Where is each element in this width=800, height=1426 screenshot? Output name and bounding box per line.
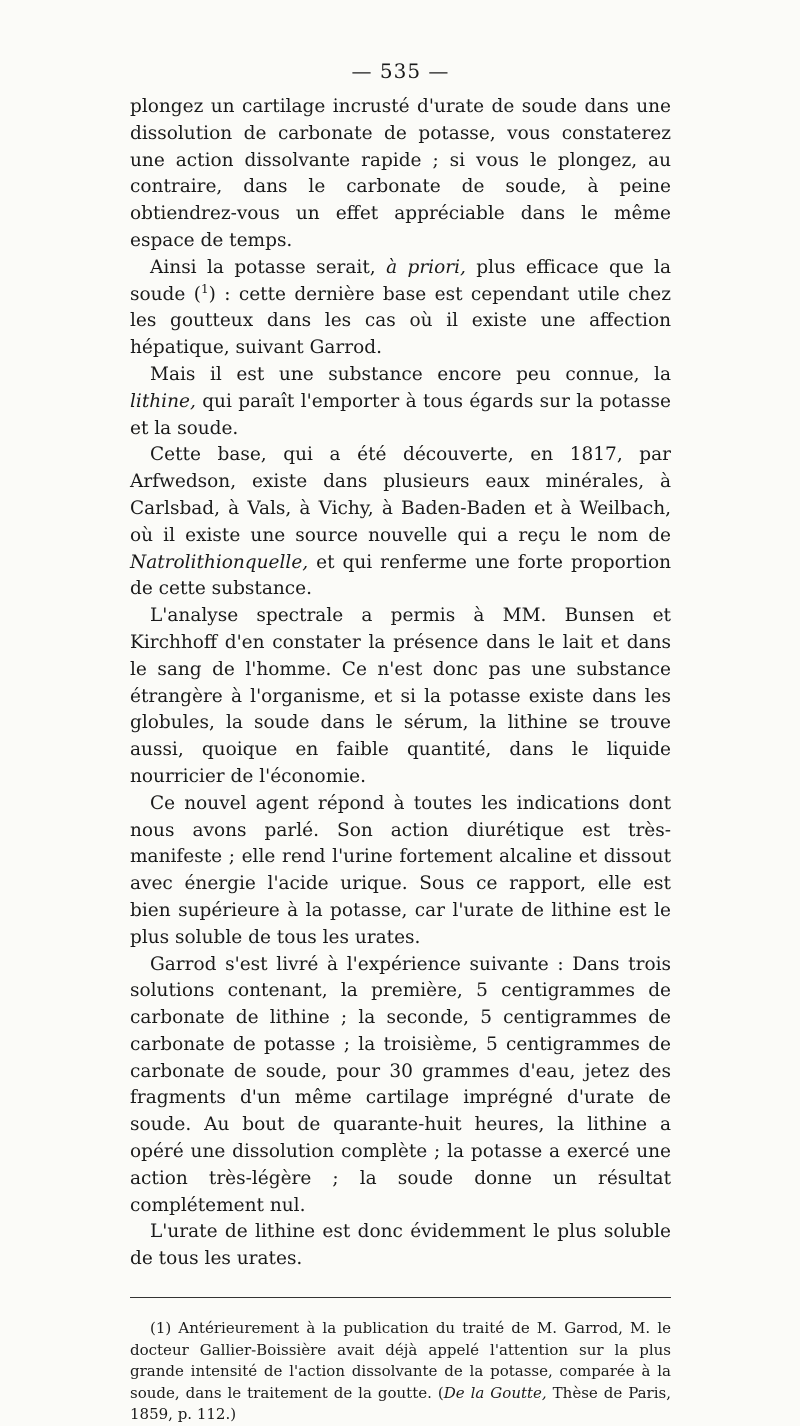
paragraph-1: plongez un cartilage incrusté d'urate de soude dans une dissolution de carbonate de potasse, vous constaterez une action dissolvante rapide ; si vous le plongez, au contraire, dans le carbonate de soude, à peine obtiendrez-vous un effet appréciable dans le même espace de temps. bbox=[130, 96, 671, 251]
paragraph-2-middle: plus efficace que la soude ( bbox=[130, 256, 671, 305]
paragraph-3-start: Mais il est une substance encore peu connue, la bbox=[150, 363, 671, 385]
paragraph-2 bbox=[130, 255, 671, 362]
paragraph-6: Ce nouvel agent répond à toutes les indications dont nous avons parlé. Son action diurétique est très-manifeste ; elle rend l'urine fortement alcaline et dissout avec énergie l'acide urique. Sous ce rapport, elle est bien supérieure à la potasse, car l'urate de lithine est le plus soluble de tous les urates. bbox=[130, 792, 671, 948]
paragraph-4-end: et qui renferme une forte proportion de cette substance. bbox=[130, 551, 671, 600]
paragraph-3 bbox=[130, 362, 671, 442]
footnote: (1) Antérieurement à la publication du traité de M. Garrod, M. le docteur Gallier-Boissière avait déjà appelé l'attention sur la plus grande intensité de l'action dissolvante de la potasse, comparée à la soude, dans le traitement de la goutte. (De la Goutte, Thèse de Paris, 1859, p. 112.) bbox=[130, 1319, 671, 1424]
footnote-reference: 1 bbox=[200, 281, 209, 296]
footnote-start: ) Antérieurement à la publication du traité de M. Garrod, M. le docteur Gallier-Boissière avait déjà appelé l'attention sur la plus grande intensité de l'action dissolvante de la potasse, comparée à la soude, dans le traitement de la goutte. ( bbox=[130, 1319, 671, 1402]
book-page bbox=[130, 56, 671, 1426]
footnote-italic: De la Goutte, bbox=[443, 1383, 547, 1402]
paragraph-7: Garrod s'est livré à l'expérience suivante : Dans trois solutions contenant, la première, 5 centigrammes de carbonate de lithine ; la seconde, 5 centigrammes de carbonate de potasse ; la troisième, 5 centigrammes de carbonate de soude, pour 30 grammes d'eau, jetez des fragments d'un même cartilage imprégné d'urate de soude. Au bout de quarante-huit heures, la lithine a opéré une dissolution complète ; la potasse a exercé une action très-légère ; la soude donne un résultat complétement nul. bbox=[130, 953, 671, 1216]
page-number: — 535 — bbox=[351, 59, 450, 83]
paragraph-2-end: ) : cette dernière base est cependant utile chez les goutteux dans les cas où il existe une affection hépatique, suivant Garrod. bbox=[130, 283, 672, 359]
footnote-divider bbox=[130, 1297, 671, 1298]
paragraph-3-end: qui paraît l'emporter à tous égards sur la potasse et la soude. bbox=[130, 390, 671, 439]
paragraph-4-italic: Natrolithionquelle, bbox=[130, 551, 309, 573]
paragraph-5: L'analyse spectrale a permis à MM. Bunsen et Kirchhoff d'en constater la présence dans le lait et dans le sang de l'homme. Ce n'est donc pas une substance étrangère à l'organisme, et si la potasse existe dans les globules, la soude dans le sérum, la lithine se trouve aussi, quoique en faible quantité, dans le liquide nourricier de l'économie. bbox=[130, 605, 671, 787]
paragraph-4 bbox=[130, 442, 671, 603]
paragraph-2-italic: à priori, bbox=[386, 256, 466, 278]
paragraph-2-start: Ainsi la potasse serait, bbox=[150, 256, 387, 278]
paragraph-8: L'urate de lithine est donc évidemment le plus soluble de tous les urates. bbox=[130, 1221, 671, 1270]
paragraph-3-italic: lithine, bbox=[130, 390, 196, 412]
footnote-marker: 1 bbox=[155, 1319, 166, 1338]
body-text bbox=[130, 94, 671, 1273]
paragraph-4-start: Cette base, qui a été découverte, en 1817, par Arfwedson, existe dans plusieurs eaux minérales, à Carlsbad, à Vals, à Vichy, à Baden-Baden et à Weilbach, où il existe une source nouvelle qui a reçu le nom de bbox=[130, 444, 671, 546]
footnote-end: Thèse de Paris, 1859, p. 112.) bbox=[130, 1383, 671, 1424]
